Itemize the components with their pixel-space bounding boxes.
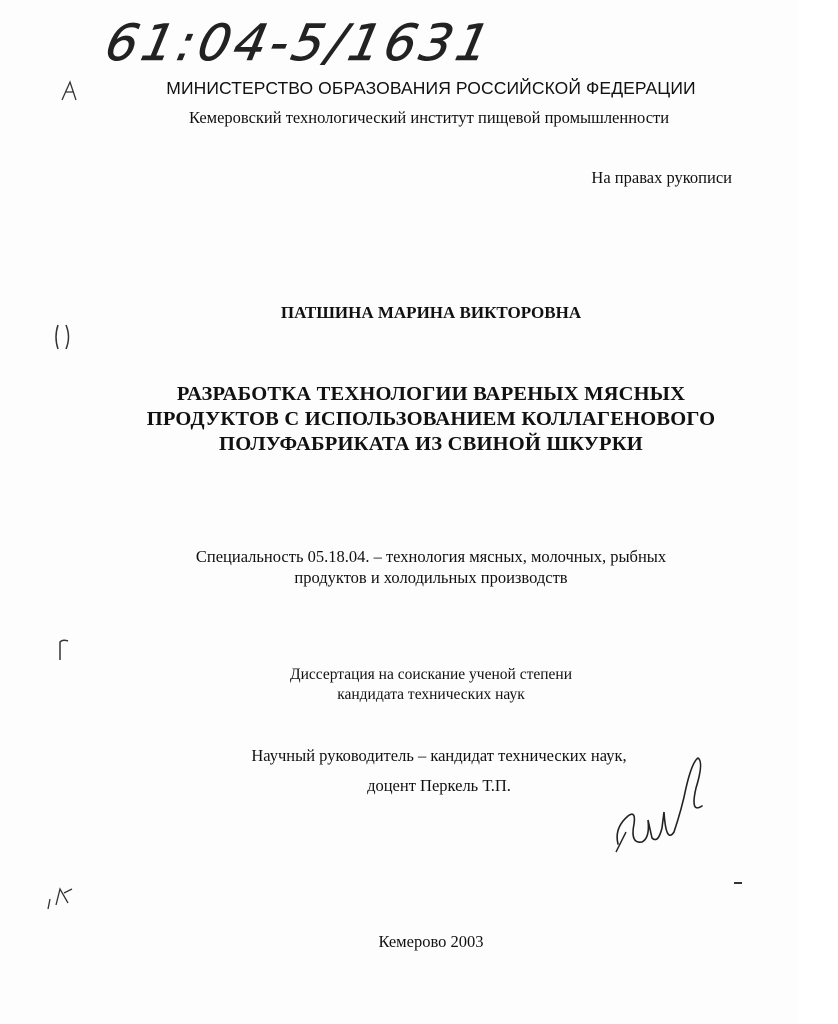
ministry-heading: МИНИСТЕРСТВО ОБРАЗОВАНИЯ РОССИЙСКОЙ ФЕДЕРАЦИИ — [166, 78, 696, 98]
degree-line: Диссертация на соискание ученой степени — [290, 666, 572, 683]
handwritten-archive-code — [100, 8, 499, 72]
specialty-line: продуктов и холодильных производств — [294, 568, 568, 587]
city-year: Кемерово 2003 — [378, 932, 484, 951]
supervisor-line: Научный руководитель – кандидат технических наук, — [251, 746, 627, 765]
margin-scribble-bottom — [44, 885, 78, 911]
supervisor-block — [40, 741, 838, 801]
author-name: ПАТШИНА МАРИНА ВИКТОРОВНА — [280, 303, 582, 322]
title-line: ПОЛУФАБРИКАТА ИЗ СВИНОЙ ШКУРКИ — [219, 433, 643, 455]
manuscript-rights-note: На правах рукописи — [591, 168, 732, 187]
specialty-block — [32, 546, 830, 588]
title-line: ПРОДУКТОВ С ИСПОЛЬЗОВАНИЕМ КОЛЛАГЕНОВОГО — [146, 408, 716, 430]
supervisor-line: доцент Перкель Т.П. — [367, 776, 511, 795]
archive-code-text: 61:04-5/1631 — [100, 13, 499, 72]
margin-bracket-mark — [52, 322, 74, 352]
title-line: РАЗРАБОТКА ТЕХНОЛОГИИ ВАРЕНЫХ МЯСНЫХ — [176, 383, 686, 405]
degree-block — [32, 665, 830, 705]
specialty-line: Специальность 05.18.04. – технология мясных, молочных, рыбных — [195, 547, 667, 566]
degree-line: кандидата технических наук — [337, 686, 525, 703]
margin-dash — [734, 882, 742, 884]
handwritten-signature — [612, 748, 712, 860]
dissertation-title — [32, 382, 830, 457]
margin-hook-mark — [54, 636, 72, 662]
institute-name: Кемеровский технологический институт пищевой промышленности — [188, 108, 670, 127]
